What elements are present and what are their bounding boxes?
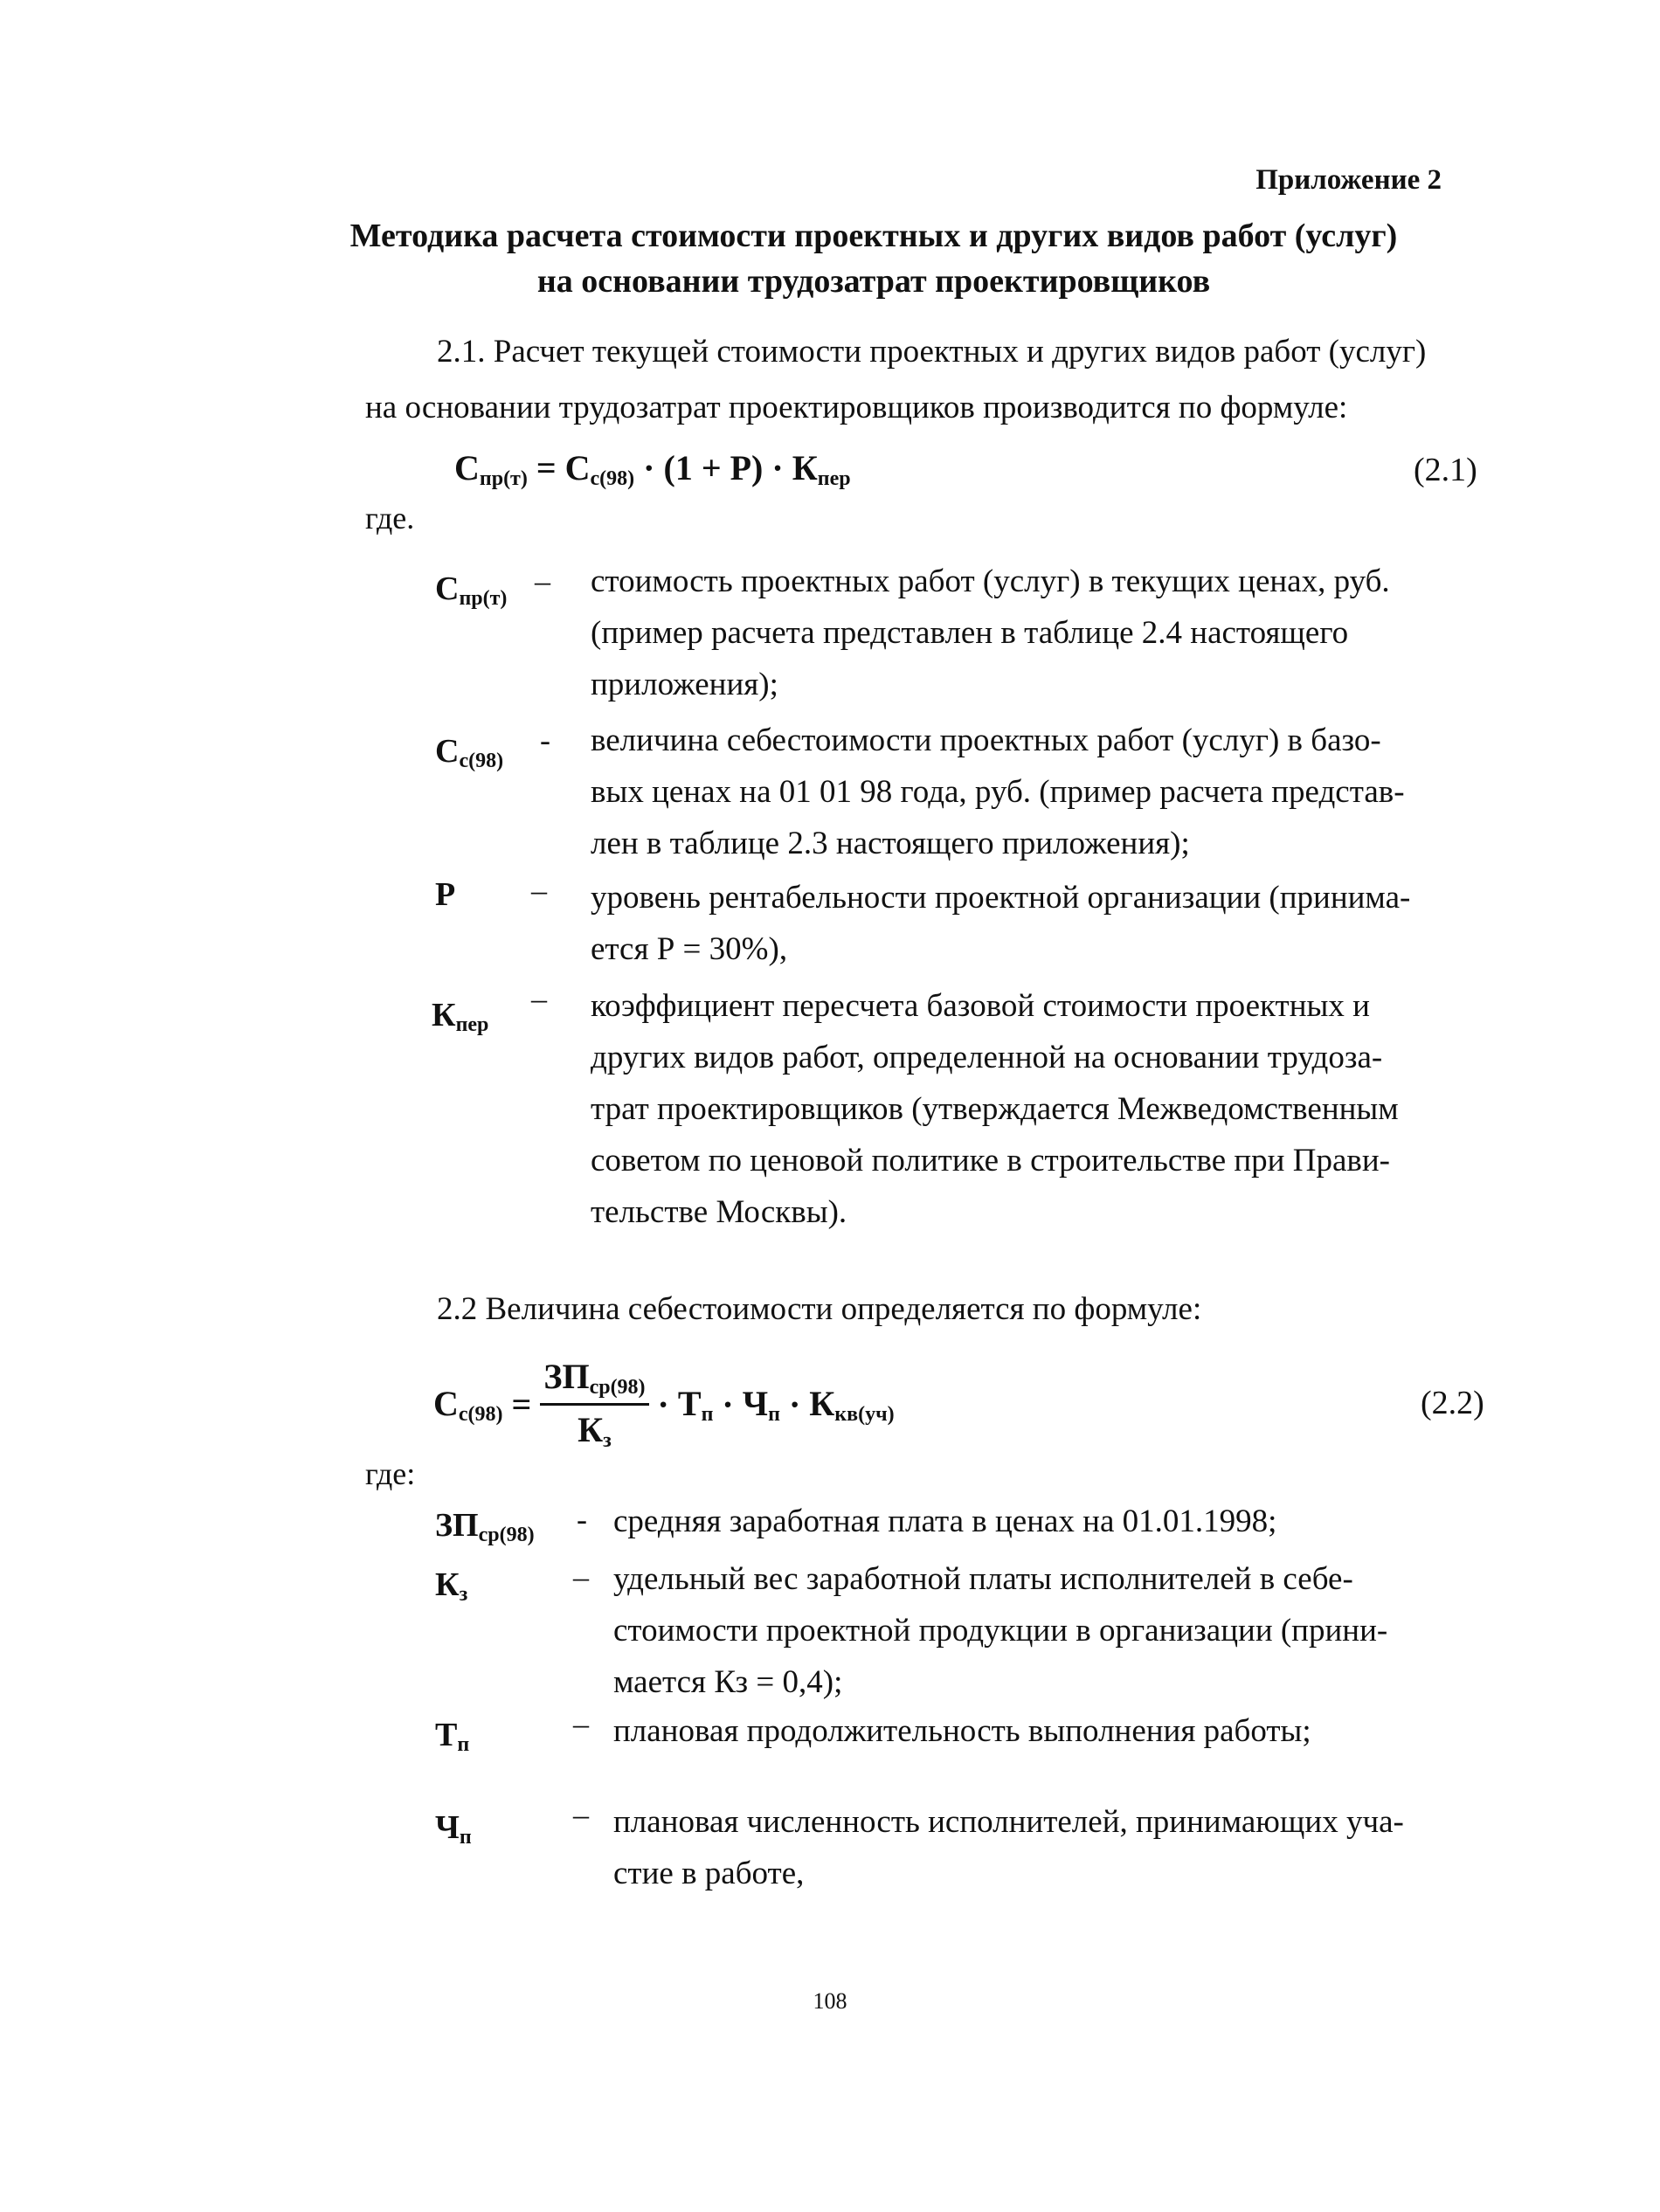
formula-2-2: $С_{с(98)}$ = $\frac{ЗП_{ср(98)}}{К_з}$ · $Т_п \cdot Ч_п \cdot К_{кв(уч)}$	[433, 1357, 895, 1452]
def3-description: уровень рентабельности проектной организации (принима- ется Р = 30%),	[591, 880, 1411, 967]
def3-dash: –	[531, 873, 547, 908]
def5-description: средняя заработная плата в ценах на 01.01.1998;	[613, 1503, 1277, 1539]
where-label-1: где.	[365, 501, 415, 536]
def1-symbol: $С_{пр(т)}$	[435, 570, 508, 610]
def2-symbol: $С_{с(98)}$	[435, 733, 504, 772]
def7-symbol: $Т_п$	[435, 1717, 470, 1756]
equation-number-2-2: (2.2)	[1421, 1385, 1484, 1421]
def1-dash: –	[535, 563, 550, 598]
page-title	[262, 213, 1485, 304]
def4-symbol: $К_{пер}$	[432, 997, 489, 1036]
def7-description: плановая продолжительность выполнения работы;	[613, 1713, 1311, 1749]
def6-description: удельный вес заработной платы исполнителей в себе- стоимости проектной продукции в организации (прини- мается Кз = 0,4);	[613, 1561, 1388, 1700]
page-number: 108	[813, 1988, 847, 2014]
def4-dash: –	[531, 981, 547, 1016]
def8-symbol: $Ч_п$	[435, 1809, 472, 1849]
where-label-2: где:	[365, 1456, 416, 1491]
formula-2-1: $С_{пр(т)} = С_{с(98)} \cdot (1 + Р) \cdot К_{пер}$	[454, 448, 851, 490]
def2-dash: -	[540, 722, 550, 757]
def7-dash: –	[573, 1706, 589, 1741]
appendix-label: Приложение 2	[1255, 164, 1442, 196]
section1-intro-line-1: 2.1. Расчет текущей стоимости проектных и других видов работ (услуг)	[437, 334, 1427, 370]
def5-symbol: $ЗП_{ср(98)}$	[435, 1507, 535, 1546]
fraction: $\frac{ЗП_{ср(98)}}{К_з}$	[540, 1356, 648, 1453]
def6-dash: –	[573, 1559, 589, 1594]
def3-symbol: Р	[435, 876, 456, 913]
title-line-1: Методика расчета стоимости проектных и других видов работ (услуг)	[349, 218, 1398, 254]
section2-intro: 2.2 Величина себестоимости определяется по формуле:	[437, 1291, 1202, 1327]
title-line-2: на основании трудозатрат проектировщиков	[536, 263, 1211, 300]
def5-dash: -	[577, 1502, 587, 1537]
def4-description: коэффициент пересчета базовой стоимости проектных и других видов работ, определенной на основании трудоза- трат проектировщиков (утверждается Межведомственным советом по ценовой политике в строительстве при Прави- тельстве Москвы).	[591, 988, 1399, 1230]
def6-symbol: $К_з$	[435, 1566, 468, 1606]
def1-description: стоимость проектных работ (услуг) в текущих ценах, руб. (пример расчета представлен в таблице 2.4 настоящего приложения);	[591, 563, 1390, 702]
def8-dash: –	[573, 1797, 589, 1832]
equation-number-2-1: (2.1)	[1414, 452, 1477, 488]
def8-description: плановая численность исполнителей, принимающих уча- стие в работе,	[613, 1804, 1404, 1891]
section1-intro-line-2: на основании трудозатрат проектировщиков производится по формуле:	[365, 390, 1348, 425]
def2-description: величина себестоимости проектных работ (услуг) в базо- вых ценах на 01 01 98 года, руб. (пример расчета представ- лен в таблице 2.3 настоящего приложения);	[591, 722, 1405, 861]
